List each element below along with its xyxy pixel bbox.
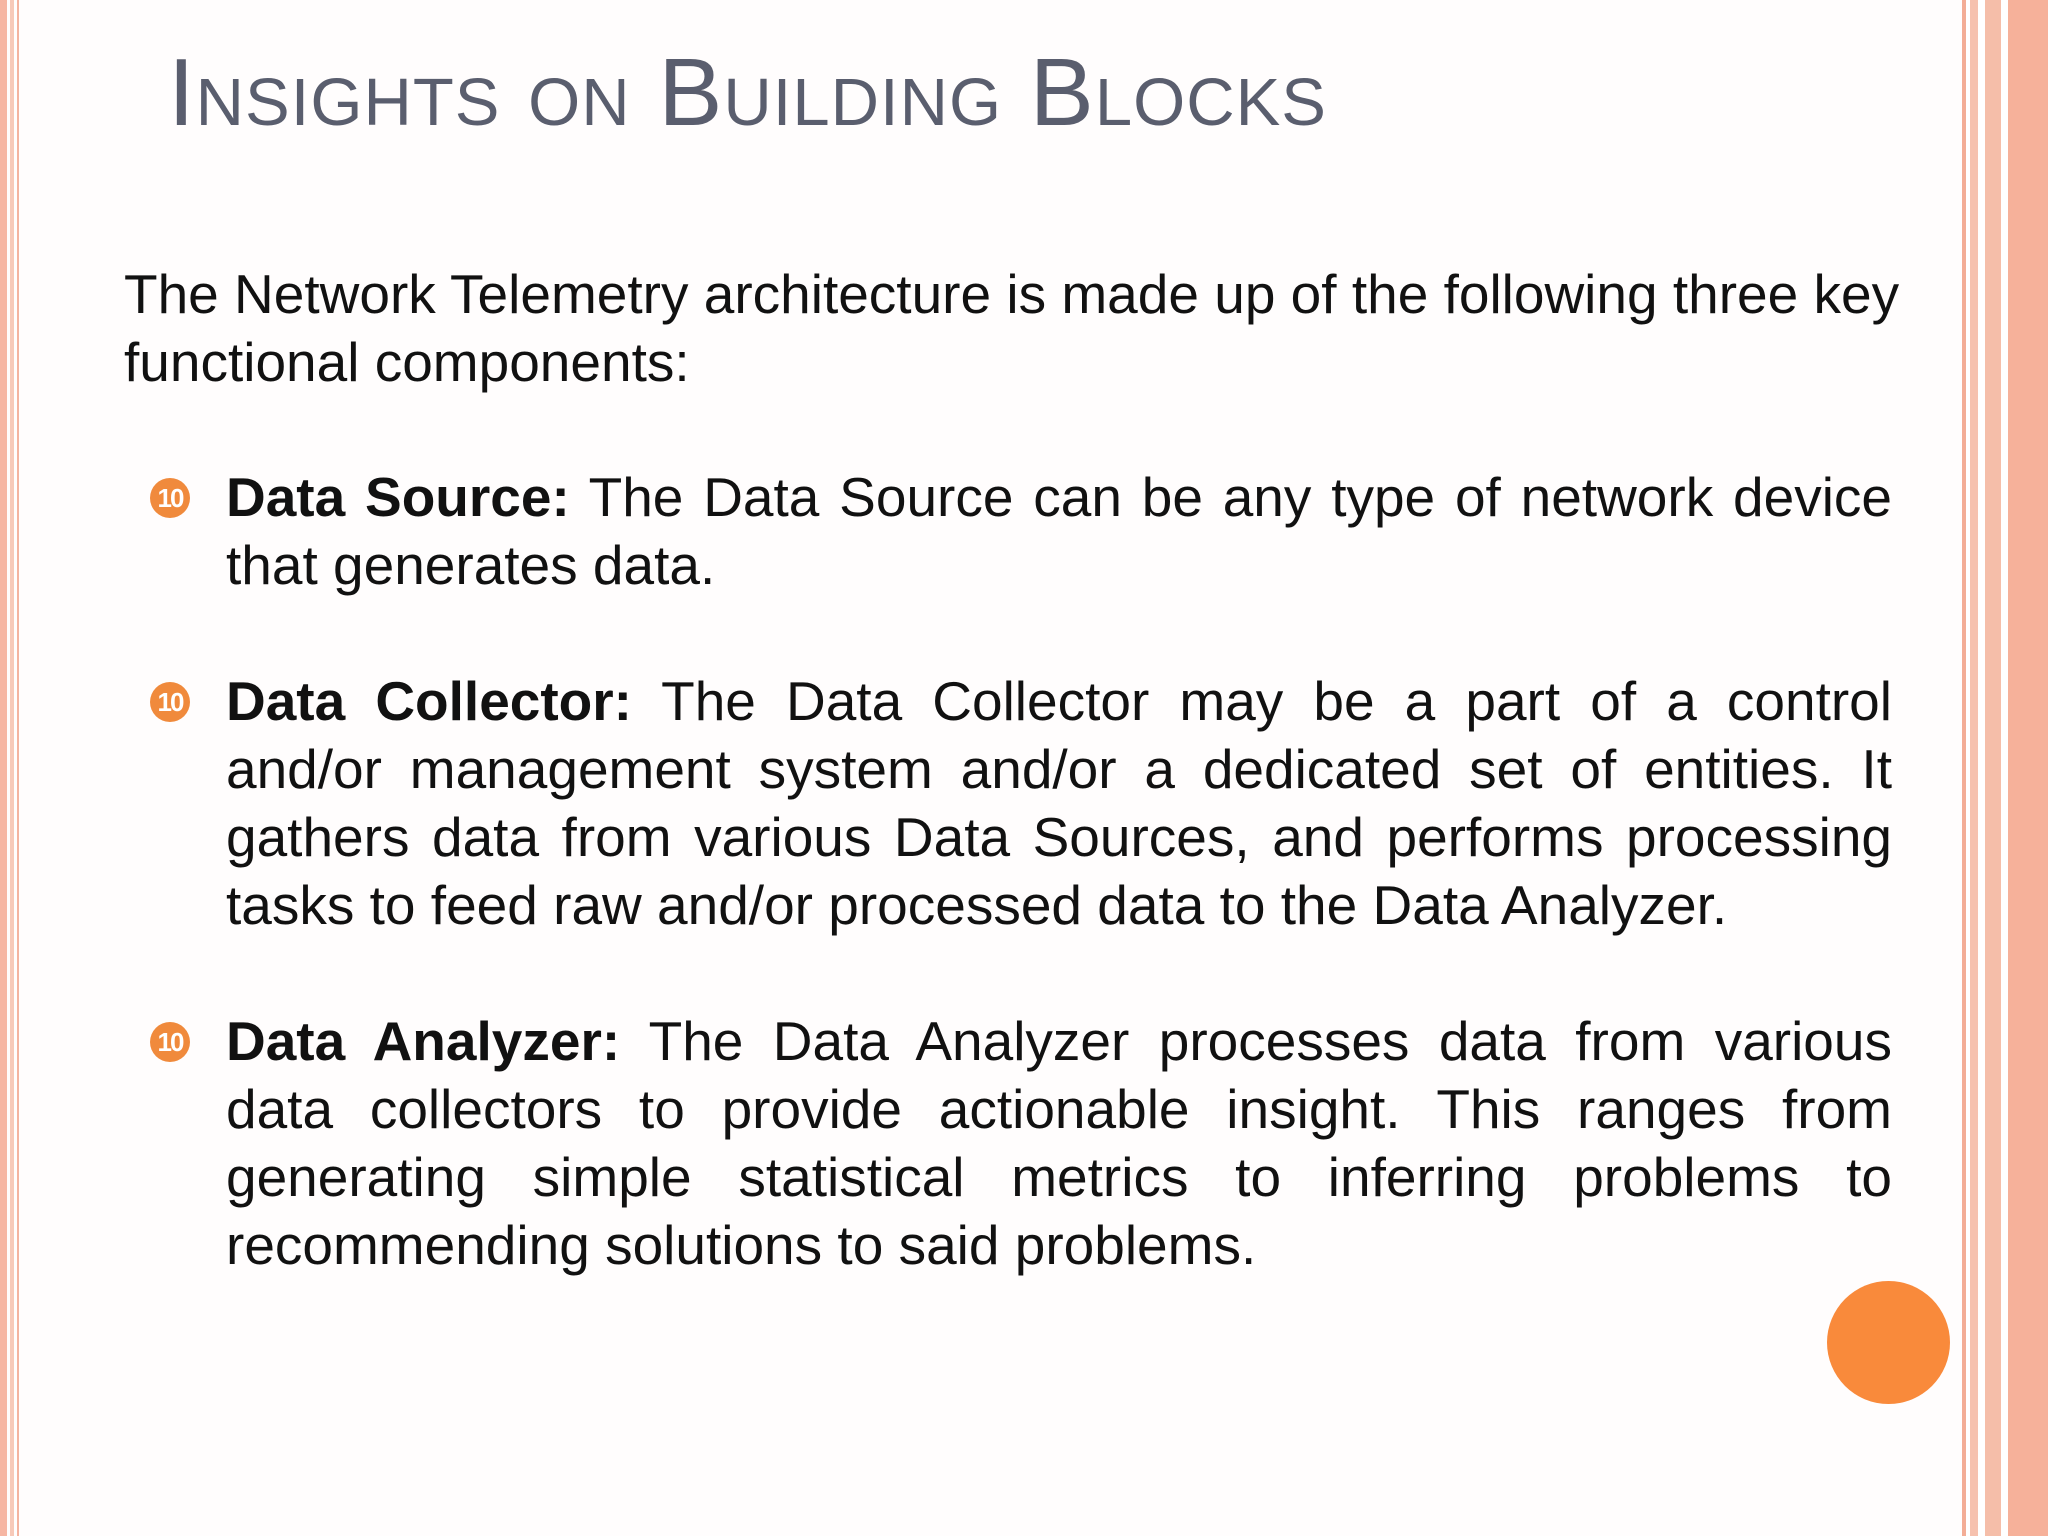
circled-ten-icon: 10 xyxy=(150,682,190,722)
circled-ten-icon: 10 xyxy=(150,478,190,518)
bullet-term: Data Source: xyxy=(226,466,570,528)
bullet-term: Data Collector: xyxy=(226,670,632,732)
right-border-stripe xyxy=(1970,0,1978,1536)
bullet-text: The Data Analyzer processes data from various data collectors to provide actionable insight. This ranges from generating simple statistical metrics to inferring problems to recommending solutions to said problems. xyxy=(226,1010,1892,1276)
circled-ten-icon: 10 xyxy=(150,1022,190,1062)
component-list xyxy=(150,463,1892,1347)
bullet-term: Data Analyzer: xyxy=(226,1010,621,1072)
list-item-data-analyzer xyxy=(150,1007,1892,1279)
left-border-stripe xyxy=(17,0,19,1536)
bullet-text: The Data Collector may be a part of a control and/or management system and/or a dedicated set of entities. It gathers data from various Data Sources, and performs processing tasks to feed raw and/or processed data to the Data Analyzer. xyxy=(226,670,1892,936)
decorative-orange-circle xyxy=(1827,1281,1950,1404)
slide-title: Insights on Building Blocks xyxy=(168,39,1327,146)
bullet-text: The Data Source can be any type of network device that generates data. xyxy=(226,466,1893,596)
left-border-stripe xyxy=(0,0,7,1536)
list-item-data-collector xyxy=(150,667,1892,939)
intro-paragraph: The Network Telemetry architecture is made up of the following three key functional components: xyxy=(124,263,1900,393)
right-border-stripe xyxy=(2008,0,2048,1536)
list-item-data-source xyxy=(150,463,1892,599)
right-border-stripe xyxy=(1985,0,2001,1536)
left-border-stripe xyxy=(10,0,14,1536)
right-border-stripe xyxy=(1962,0,1966,1536)
